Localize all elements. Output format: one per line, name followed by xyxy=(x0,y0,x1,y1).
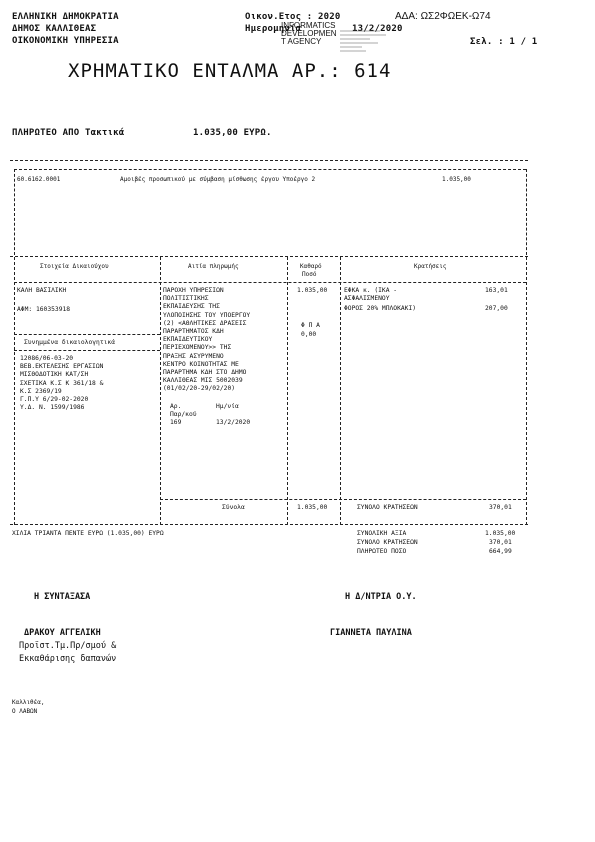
sum-net: 1.035,00 xyxy=(297,504,328,511)
signature-left-name: ΔΡΑΚΟΥ ΑΓΓΕΛΙΚΗ xyxy=(24,628,101,638)
doc-item: Κ.Σ 2369/19 xyxy=(20,387,62,395)
divider xyxy=(14,334,160,335)
amount-in-words: ΧΙΛΙΑ ΤΡΙΑΝΤΑ ΠΕΝΤΕ ΕΥΡΩ (1.035,00) ΕΥΡΩ xyxy=(12,530,164,537)
divider xyxy=(526,257,527,525)
doc-item: Γ.Π.Υ 6/29-02-2020 xyxy=(20,396,89,404)
divider xyxy=(14,282,526,283)
ref-sub-label: Παρ/κού xyxy=(170,411,197,418)
col-header-cause: Αιτία πληρωμής xyxy=(188,263,239,270)
footer-place: Καλλιθέα, xyxy=(12,699,45,706)
sum-label: Σύνολα xyxy=(222,504,245,511)
ref-number: 169 xyxy=(170,419,182,426)
stamp-line-2: DEVELOPMEN xyxy=(281,29,337,38)
cause-line: ΕΚΠΑΙΔΕΥΤΙΚΟΥ xyxy=(163,336,213,344)
cause-line: ΠΑΡΑΡΤΗΜΑ ΚΔΗ ΣΤΟ ΔΗΜΟ xyxy=(163,369,247,377)
ref-label-number: Αρ. xyxy=(170,403,182,410)
cause-line: ΚΕΝΤΡΟ ΚΟΙΝΟΤΗΤΑΣ ΜΕ xyxy=(163,360,239,368)
cause-text xyxy=(163,287,250,394)
deduction-name: ΕΦΚΑ κ. (ΙΚΑ - xyxy=(344,287,398,294)
signature-stamp-scribble xyxy=(338,28,398,54)
stamp-line-1: INFORMATICS xyxy=(281,21,336,30)
sum-deductions-label: ΣΥΝΟΛΟ ΚΡΑΤΗΣΕΩΝ xyxy=(357,504,418,511)
page-number: Σελ. : 1 / 1 xyxy=(470,37,538,47)
divider xyxy=(10,524,528,525)
ref-date: 13/2/2020 xyxy=(216,419,251,426)
divider xyxy=(14,350,160,351)
cause-line: ΚΑΛΛΙΘΕΑΣ ΜΙΣ 5002039 xyxy=(163,377,243,385)
cause-line: (2) <ΑΘΛΗΤΙΚΕΣ ΔΡΑΣΕΙΣ xyxy=(163,319,247,327)
sum-deductions: 370,01 xyxy=(489,504,512,511)
doc-item: ΣΧΕΤΙΚΑ Κ.Σ Κ 361/18 & xyxy=(20,379,104,387)
divider xyxy=(10,256,528,257)
total-value: 1.035,00 xyxy=(485,530,516,537)
divider xyxy=(287,257,288,525)
fiscal-year: Οικον.Ετος : 2020 xyxy=(245,12,341,22)
divider xyxy=(14,169,526,170)
org-line-1: ΕΛΛΗΝΙΚΗ ΔΗΜΟΚΡΑΤΙΑ xyxy=(12,12,119,22)
deduction-name: ΦΟΡΟΣ 20% ΜΠΛΟΚΑΚΙ) xyxy=(344,305,417,312)
divider xyxy=(14,169,15,255)
org-line-2: ΔΗΜΟΣ ΚΑΛΛΙΘΕΑΣ xyxy=(12,24,97,34)
payee-name: ΚΑΛΗ ΒΑΣΙΛΙΚΗ xyxy=(17,287,67,294)
total-label: ΣΥΝΟΛΟ ΚΡΑΤΗΣΕΩΝ xyxy=(357,539,418,546)
col-header-deductions: Κρατήσεις xyxy=(414,263,447,270)
signature-left-role-1: Προϊστ.Τμ.Πρ/σμού & xyxy=(19,641,117,651)
doc-item: 12086/06-03-20 xyxy=(20,355,74,362)
doc-item: Υ.Δ. Ν. 1599/1986 xyxy=(20,404,85,412)
payable-label: ΠΛΗΡΩΤΕΟ ΑΠΟ Τακτικά xyxy=(12,128,125,138)
ref-label-date: Ημ/νία xyxy=(216,403,239,410)
cause-line: ΠΟΛΙΤΙΣΤΙΚΗΣ xyxy=(163,295,209,303)
cause-line: ΠΕΡΙΕΧΟΜΕΝΟΥ>> ΤΗΣ xyxy=(163,344,232,352)
cause-line: ΠΑΡΟΧΗ ΥΠΗΡΕΣΙΩΝ xyxy=(163,287,224,294)
vat-label: Φ Π Α xyxy=(301,322,320,329)
divider xyxy=(340,257,341,525)
col-header-net-2: Ποσό xyxy=(302,271,317,278)
divider xyxy=(526,169,527,255)
stamp-line-3: T AGENCY xyxy=(281,37,322,46)
ada-code: ΑΔΑ: ΩΣ2ΦΩΕΚ-Ω74 xyxy=(395,11,491,22)
total-value: 370,01 xyxy=(489,539,512,546)
signature-right-title: Η Δ/ΝΤΡΙΑ Ο.Υ. xyxy=(345,592,417,602)
cause-line: ΕΚΠΑΙΔΕΥΣΗΣ ΤΗΣ xyxy=(163,303,220,311)
divider xyxy=(14,257,15,525)
budget-description: Αμοιβές προσωπικού με σύμβαση μίσθωσης έργου Υποέργο 2 xyxy=(120,176,316,183)
date-label: Ημερομηνία xyxy=(245,24,302,34)
document-title: ΧΡΗΜΑΤΙΚΟ ΕΝΤΑΛΜΑ ΑΡ.: 614 xyxy=(68,60,392,82)
footer-receiver: Ο ΛΑΒΩΝ xyxy=(12,708,38,715)
divider xyxy=(160,499,526,500)
doc-item: ΒΕΒ.ΕΚΤΕΛΕΣΗΣ ΕΡΓΑΣΙΩΝ xyxy=(20,363,104,371)
budget-code: 60.6162.0001 xyxy=(17,176,61,183)
doc-item: ΜΙΣΘΟΔΟΤΙΚΗ ΚΑΤ/ΣΗ xyxy=(20,371,89,379)
deduction-amount: 207,00 xyxy=(485,305,508,312)
net-amount: 1.035,00 xyxy=(297,287,328,294)
payable-amount: 1.035,00 ΕΥΡΩ. xyxy=(193,128,272,138)
budget-amount: 1.035,00 xyxy=(442,176,471,183)
col-header-net-1: Καθαρό xyxy=(300,263,322,270)
deduction-name: ΑΣΦΑΛΙΣΜΕΝΟΥ xyxy=(344,295,390,302)
total-value: 664,99 xyxy=(489,548,512,555)
divider xyxy=(10,160,528,161)
signature-right-name: ΓΙΑΝΝΕΤΑ ΠΑΥΛΙΝΑ xyxy=(330,628,412,638)
cause-line: (01/02/20-29/02/20) xyxy=(163,385,236,393)
deduction-amount: 163,01 xyxy=(485,287,508,294)
cause-line: ΥΛΟΠΟΙΗΣΗΣ ΤΟΥ ΥΠΟΕΡΓΟΥ xyxy=(163,311,251,319)
cause-line: ΠΑΡΑΡΤΗΜΑΤΟΣ ΚΔΗ xyxy=(163,328,224,336)
cause-line: ΠΡΑΞΗΣ ΑΣΥΡΥΜΕΝΟ xyxy=(163,352,224,360)
total-label: ΠΛΗΡΩΤΕΟ ΠΟΣΟ xyxy=(357,548,407,555)
vat-value: 0,00 xyxy=(301,331,317,338)
signature-left-role-2: Εκκαθάρισης δαπανών xyxy=(19,654,117,664)
divider xyxy=(160,257,161,525)
col-header-payee: Στοιχεία Δικαιούχου xyxy=(40,263,109,270)
total-label: ΣΥΝΟΛΙΚΗ ΑΞΙΑ xyxy=(357,530,407,537)
date-value: 13/2/2020 xyxy=(352,24,403,34)
org-line-3: ΟΙΚΟΝΟΜΙΚΗ ΥΠΗΡΕΣΙΑ xyxy=(12,36,119,46)
signature-left-title: Η ΣΥΝΤΑΞΑΣΑ xyxy=(34,592,91,602)
docs-list xyxy=(20,355,103,412)
payee-afm: ΑΦΜ: 160353918 xyxy=(17,306,71,313)
docs-heading: Συνημμένα δικαιολογητικά xyxy=(24,339,115,346)
